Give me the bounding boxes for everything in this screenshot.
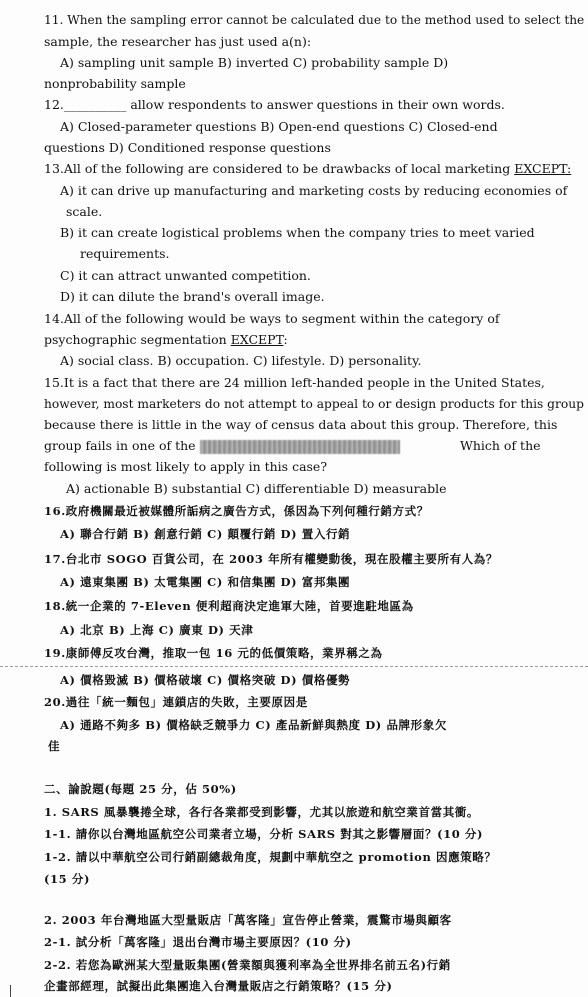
q16-stem: 16.政府機關最近被媒體所詬病之廣告方式，係因為下列何種行銷方式？ — [44, 504, 429, 518]
essay-q2-2-cont: 企畫部經理，試擬出此集團進入台灣量販店之行銷策略？(15 分) — [44, 979, 393, 993]
q13-option-a-line2: scale. — [66, 204, 103, 219]
q13-stem-text: 13.All of the following are considered to be drawbacks of local marketing — [44, 161, 511, 176]
essay-q2-2: 2-2. 若您為歐洲某大型量販集團(營業額與獲利率為全世界排名前五名)行銷 — [44, 958, 451, 972]
q17-options: A) 遠東集團 B) 太電集團 C) 和信集團 D) 富邦集團 — [60, 575, 351, 589]
essay-q2-1: 2-1. 試分析「萬客隆」退出台灣市場主要原因？(10 分) — [44, 935, 352, 949]
essay-q1-1: 1-1. 請你以台灣地區航空公司業者立場，分析 SARS 對其之影響層面？(10 分) — [44, 827, 484, 841]
essay-q1-stem: 1. SARS 風暴襲捲全球，各行各業都受到影響，尤其以旅遊和航空業首當其衝。 — [44, 805, 479, 819]
essay-q2-stem: 2. 2003 年台灣地區大型量販店「萬客隆」宣告停止營業，震驚市場與顧客 — [44, 913, 452, 927]
q14-except: EXCEPT — [230, 332, 284, 347]
scan-margin-mark — [10, 985, 11, 997]
q16-options: A) 聯合行銷 B) 創意行銷 C) 顛覆行銷 D) 置入行銷 — [60, 527, 351, 541]
q14-options: A) social class. B) occupation. C) lifestyle. D) personality. — [60, 353, 422, 368]
q11-options: A) sampling unit sample B) inverted C) probability sample D) — [60, 55, 449, 70]
q11-stem-line2: sample, the researcher has just used a(n): — [44, 34, 312, 49]
q12-options-cont: questions D) Conditioned response questions — [44, 140, 331, 155]
essay-heading: 二、論說題(每題 25 分，佔 50%) — [44, 782, 237, 796]
q15-line5: following is most likely to apply in this case? — [44, 459, 328, 474]
q13-option-b-line1: B) it can create logistical problems when the company tries to meet varied — [60, 225, 535, 240]
q13-stem — [44, 161, 571, 177]
q14-stem-line2: psychographic segmentation EXCEPT: — [44, 332, 288, 347]
q20-stem: 20.過往「統一麵包」連鎖店的失敗，主要原因是 — [44, 695, 308, 709]
q19-options: A) 價格毀滅 B) 價格破壞 C) 價格突破 D) 價格優勢 — [60, 673, 351, 687]
q11-stem-line1: 11. When the sampling error cannot be calculated due to the method used to select the — [44, 12, 585, 27]
q12-stem: 12.__________ allow respondents to answer questions in their own words. — [44, 97, 505, 112]
q13-option-c: C) it can attract unwanted competition. — [60, 268, 311, 283]
q20-options: A) 通路不夠多 B) 價格缺乏競爭力 C) 產品新鮮與熱度 D) 品牌形象欠 — [60, 718, 447, 732]
q17-stem: 17.台北市 SOGO 百貨公司，在 2003 年所有權變動後，現在股權主要所有人為？ — [44, 552, 498, 566]
q15-line1: 15.It is a fact that there are 24 million left-handed people in the United States, — [44, 375, 545, 390]
q13-option-a-line1: A) it can drive up manufacturing and marketing costs by reducing economies of — [60, 183, 568, 198]
q13-option-b-line2: requirements. — [80, 246, 170, 261]
q20-options-cont: 佳 — [48, 739, 61, 753]
scan-artifact-line — [0, 666, 588, 667]
scan-smudge — [200, 440, 400, 454]
q13-except: EXCEPT: — [514, 161, 572, 176]
q12-options: A) Closed-parameter questions B) Open-end questions C) Closed-end — [60, 119, 498, 134]
q19-stem: 19.康師傅反攻台灣，推取一包 16 元的低價策略，業界稱之為 — [44, 646, 383, 660]
q11-options-cont: nonprobability sample — [44, 76, 186, 91]
q15-line4-start: group fails in one of the — [44, 438, 196, 453]
q15-options: A) actionable B) substantial C) differentiable D) measurable — [66, 481, 447, 496]
q15-line4-end: Which of the — [460, 438, 541, 453]
q14-stem-text: psychographic segmentation — [44, 332, 227, 347]
q14-stem-line1: 14.All of the following would be ways to segment within the category of — [44, 311, 500, 326]
essay-q1-2: 1-2. 請以中華航空公司行銷副總裁角度，規劃中華航空之 promotion 因應策略？ — [44, 850, 497, 864]
essay-q1-2-score: (15 分) — [44, 872, 90, 886]
q15-line3: because there is little in the way of census data about this group. Therefore, this — [44, 417, 558, 432]
q18-options: A) 北京 B) 上海 C) 廣東 D) 天津 — [60, 623, 254, 637]
q18-stem: 18.統一企業的 7-Eleven 便利超商決定進軍大陸，首要進駐地區為 — [44, 599, 414, 613]
q13-option-d: D) it can dilute the brand's overall image. — [60, 289, 325, 304]
q15-line2: however, most marketers do not attempt to appeal to or design products for this group — [44, 396, 584, 411]
